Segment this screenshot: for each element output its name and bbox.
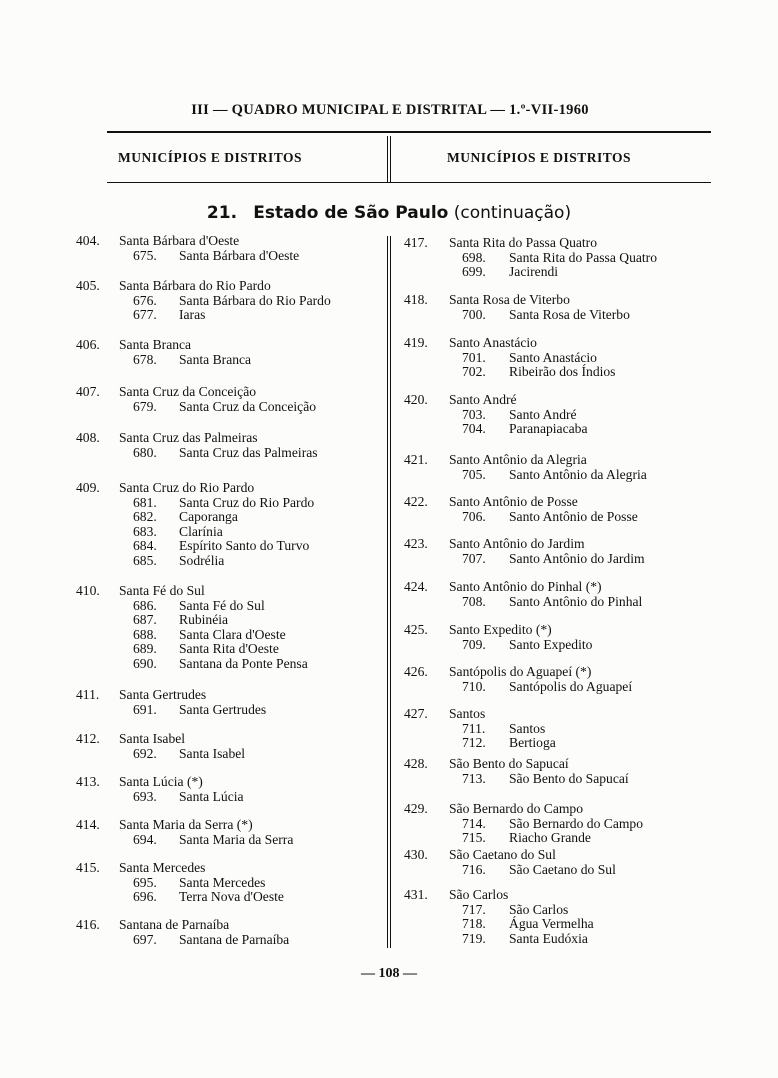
district-name: Santa Rosa de Viterbo bbox=[509, 306, 630, 322]
municipality-name: Santa Cruz da Conceição bbox=[119, 384, 257, 399]
district-name: Santana de Parnaíba bbox=[179, 931, 290, 947]
municipality-number: 409. bbox=[76, 480, 100, 495]
municipality-number: 419. bbox=[404, 335, 428, 350]
municipality-number: 416. bbox=[76, 917, 100, 932]
district-name: São Bento do Sapucaí bbox=[509, 770, 629, 786]
municipality-name: São Caetano do Sul bbox=[449, 847, 556, 862]
district-name: Santo Expedito bbox=[509, 636, 593, 652]
district-number: 691. bbox=[133, 701, 157, 717]
page-header: III — QUADRO MUNICIPAL E DISTRITAL — 1.º-VII-1960 bbox=[191, 102, 589, 118]
district-number: 710. bbox=[462, 678, 486, 694]
municipality-name: Santa Mercedes bbox=[119, 860, 206, 875]
district-number: 719. bbox=[462, 930, 486, 946]
district-number: 709. bbox=[462, 636, 486, 652]
district-number: 700. bbox=[462, 306, 486, 322]
district-number: 703. bbox=[462, 406, 486, 422]
district-number: 687. bbox=[133, 612, 157, 628]
district-name: Santa Gertrudes bbox=[179, 701, 267, 717]
municipality-number: 420. bbox=[404, 392, 428, 407]
district-name: Sodrélia bbox=[179, 553, 225, 568]
municipality-number: 417. bbox=[404, 235, 428, 250]
district-number: 679. bbox=[133, 398, 157, 414]
municipality-name: Santo Expedito (*) bbox=[449, 622, 552, 637]
municipality-number: 423. bbox=[404, 536, 428, 551]
municipality-name: Santo Antônio da Alegria bbox=[449, 452, 587, 467]
municipality-number: 425. bbox=[404, 622, 428, 637]
municipality-name: Santa Gertrudes bbox=[119, 687, 207, 702]
municipality-number: 410. bbox=[76, 583, 100, 598]
district-name: Ribeirão dos Índios bbox=[509, 364, 616, 380]
column-heading-right: MUNICÍPIOS E DISTRITOS bbox=[447, 150, 632, 165]
district-name: Santa Branca bbox=[179, 351, 252, 367]
district-name: Caporanga bbox=[179, 509, 238, 525]
district-name: Santa Cruz do Rio Pardo bbox=[179, 494, 315, 510]
district-name: Clarínia bbox=[179, 523, 223, 539]
district-number: 706. bbox=[462, 508, 486, 524]
district-number: 684. bbox=[133, 538, 157, 554]
municipality-number: 418. bbox=[404, 292, 428, 307]
district-number: 678. bbox=[133, 351, 157, 367]
municipality-number: 406. bbox=[76, 337, 100, 352]
district-number: 697. bbox=[133, 931, 157, 947]
municipality-number: 431. bbox=[404, 887, 428, 902]
municipality-name: Santo Antônio de Posse bbox=[449, 494, 578, 509]
section-title bbox=[0, 203, 778, 223]
district-name: Santos bbox=[509, 720, 546, 736]
header-divider bbox=[387, 136, 391, 182]
page-number: — 108 — bbox=[361, 966, 417, 981]
district-name: Bertioga bbox=[509, 735, 556, 751]
municipality-number: 404. bbox=[76, 233, 100, 248]
district-number: 718. bbox=[462, 916, 486, 932]
district-name: Terra Nova d'Oeste bbox=[179, 889, 284, 905]
district-name: Santo Antônio do Jardim bbox=[509, 550, 645, 566]
district-name: Santo André bbox=[509, 406, 577, 422]
municipality-name: Santa Rita do Passa Quatro bbox=[449, 235, 597, 250]
district-number: 696. bbox=[133, 889, 157, 905]
district-number: 677. bbox=[133, 307, 157, 323]
district-name: Riacho Grande bbox=[509, 830, 591, 846]
district-number: 712. bbox=[462, 735, 486, 751]
district-number: 702. bbox=[462, 364, 486, 380]
district-number: 705. bbox=[462, 466, 486, 482]
district-name: Santo Antônio de Posse bbox=[509, 508, 638, 524]
district-name: Jacirendi bbox=[509, 264, 559, 280]
municipality-name: Santos bbox=[449, 706, 486, 721]
municipality-name: São Carlos bbox=[449, 887, 509, 902]
district-number: 695. bbox=[133, 874, 157, 890]
district-name: Santópolis do Aguapeí bbox=[509, 678, 633, 694]
district-number: 682. bbox=[133, 509, 157, 525]
district-number: 675. bbox=[133, 247, 157, 263]
district-number: 686. bbox=[133, 597, 157, 613]
header-bottom-rule bbox=[107, 182, 711, 183]
district-number: 690. bbox=[133, 656, 157, 671]
district-name: Santo Antônio do Pinhal bbox=[509, 593, 643, 609]
district-number: 711. bbox=[462, 720, 486, 736]
district-name: Santa Eudóxia bbox=[509, 930, 588, 946]
municipality-name: Santana de Parnaíba bbox=[119, 917, 230, 932]
district-number: 704. bbox=[462, 421, 486, 437]
municipality-number: 413. bbox=[76, 774, 100, 789]
municipality-number: 429. bbox=[404, 801, 428, 816]
top-rule bbox=[107, 131, 711, 133]
municipality-number: 427. bbox=[404, 706, 428, 721]
district-number: 699. bbox=[462, 264, 486, 280]
municipality-name: Santa Bárbara d'Oeste bbox=[119, 233, 240, 248]
district-name: Santana da Ponte Pensa bbox=[179, 656, 308, 671]
district-number: 680. bbox=[133, 444, 157, 460]
district-name: Santa Bárbara d'Oeste bbox=[179, 247, 300, 263]
district-number: 676. bbox=[133, 292, 157, 308]
district-name: Santa Bárbara do Rio Pardo bbox=[179, 292, 331, 308]
district-number: 689. bbox=[133, 641, 157, 657]
district-number: 715. bbox=[462, 830, 486, 846]
municipality-number: 426. bbox=[404, 664, 428, 679]
municipality-name: Santa Cruz do Rio Pardo bbox=[119, 480, 255, 495]
district-name: Santa Cruz das Palmeiras bbox=[179, 444, 318, 460]
municipality-number: 424. bbox=[404, 579, 428, 594]
section-number: 21. bbox=[206, 203, 238, 223]
column-heading-left: MUNICÍPIOS E DISTRITOS bbox=[118, 150, 303, 165]
district-name: Santa Lúcia bbox=[179, 788, 244, 804]
district-number: 708. bbox=[462, 593, 486, 609]
municipality-name: Santo André bbox=[449, 392, 517, 407]
district-number: 683. bbox=[133, 523, 157, 539]
municipality-name: Santa Cruz das Palmeiras bbox=[119, 430, 258, 445]
district-name: Santo Anastácio bbox=[509, 349, 597, 365]
municipality-name: Santa Lúcia (*) bbox=[119, 774, 203, 789]
district-number: 694. bbox=[133, 831, 157, 847]
municipality-name: Santa Fé do Sul bbox=[119, 583, 205, 598]
municipality-number: 411. bbox=[76, 687, 100, 702]
municipality-name: Santa Branca bbox=[119, 337, 192, 352]
district-number: 714. bbox=[462, 815, 486, 831]
district-name: Santa Maria da Serra bbox=[179, 831, 294, 847]
municipality-name: Santo Antônio do Pinhal (*) bbox=[449, 579, 602, 594]
district-name: Santa Cruz da Conceição bbox=[179, 398, 317, 414]
district-name: Santa Rita do Passa Quatro bbox=[509, 249, 657, 265]
district-name: São Caetano do Sul bbox=[509, 861, 616, 877]
municipality-name: Santa Bárbara do Rio Pardo bbox=[119, 278, 271, 293]
district-name: Santa Fé do Sul bbox=[179, 597, 265, 613]
municipality-name: Santa Isabel bbox=[119, 731, 186, 746]
district-name: São Bernardo do Campo bbox=[509, 815, 644, 831]
district-name: Paranapiacaba bbox=[509, 421, 588, 437]
district-number: 681. bbox=[133, 494, 157, 510]
district-name: Santa Isabel bbox=[179, 745, 246, 761]
district-number: 688. bbox=[133, 626, 157, 642]
district-name: Santa Clara d'Oeste bbox=[179, 626, 286, 642]
municipality-number: 430. bbox=[404, 847, 428, 862]
column-divider bbox=[387, 236, 391, 948]
municipality-number: 428. bbox=[404, 756, 428, 771]
municipality-name: São Bento do Sapucaí bbox=[449, 756, 569, 771]
municipality-number: 422. bbox=[404, 494, 428, 509]
district-name: Iaras bbox=[179, 307, 206, 323]
district-number: 685. bbox=[133, 553, 157, 568]
district-number: 698. bbox=[462, 249, 486, 265]
district-number: 693. bbox=[133, 788, 157, 804]
municipality-number: 421. bbox=[404, 452, 428, 467]
section-continuation: (continuação) bbox=[453, 203, 572, 223]
municipality-name: Santo Anastácio bbox=[449, 335, 537, 350]
district-name: Santa Rita d'Oeste bbox=[179, 641, 279, 657]
district-name: Santo Antônio da Alegria bbox=[509, 466, 647, 482]
municipality-name: Santo Antônio do Jardim bbox=[449, 536, 585, 551]
district-name: São Carlos bbox=[509, 901, 569, 917]
district-name: Santa Mercedes bbox=[179, 874, 266, 890]
municipality-number: 414. bbox=[76, 817, 100, 832]
municipality-number: 415. bbox=[76, 860, 100, 875]
section-state: Estado de São Paulo bbox=[253, 203, 449, 223]
municipality-name: São Bernardo do Campo bbox=[449, 801, 584, 816]
district-name: Espírito Santo do Turvo bbox=[179, 538, 310, 554]
municipality-name: Santa Rosa de Viterbo bbox=[449, 292, 570, 307]
municipality-name: Santópolis do Aguapeí (*) bbox=[449, 664, 592, 679]
district-number: 717. bbox=[462, 901, 486, 917]
district-number: 701. bbox=[462, 349, 486, 365]
district-number: 692. bbox=[133, 745, 157, 761]
district-name: Água Vermelha bbox=[509, 916, 594, 932]
district-number: 716. bbox=[462, 861, 486, 877]
municipality-number: 408. bbox=[76, 430, 100, 445]
municipality-number: 405. bbox=[76, 278, 100, 293]
municipality-number: 412. bbox=[76, 731, 100, 746]
municipality-name: Santa Maria da Serra (*) bbox=[119, 817, 253, 832]
municipality-number: 407. bbox=[76, 384, 100, 399]
district-name: Rubinéia bbox=[179, 612, 229, 628]
district-number: 713. bbox=[462, 770, 486, 786]
district-number: 707. bbox=[462, 550, 486, 566]
